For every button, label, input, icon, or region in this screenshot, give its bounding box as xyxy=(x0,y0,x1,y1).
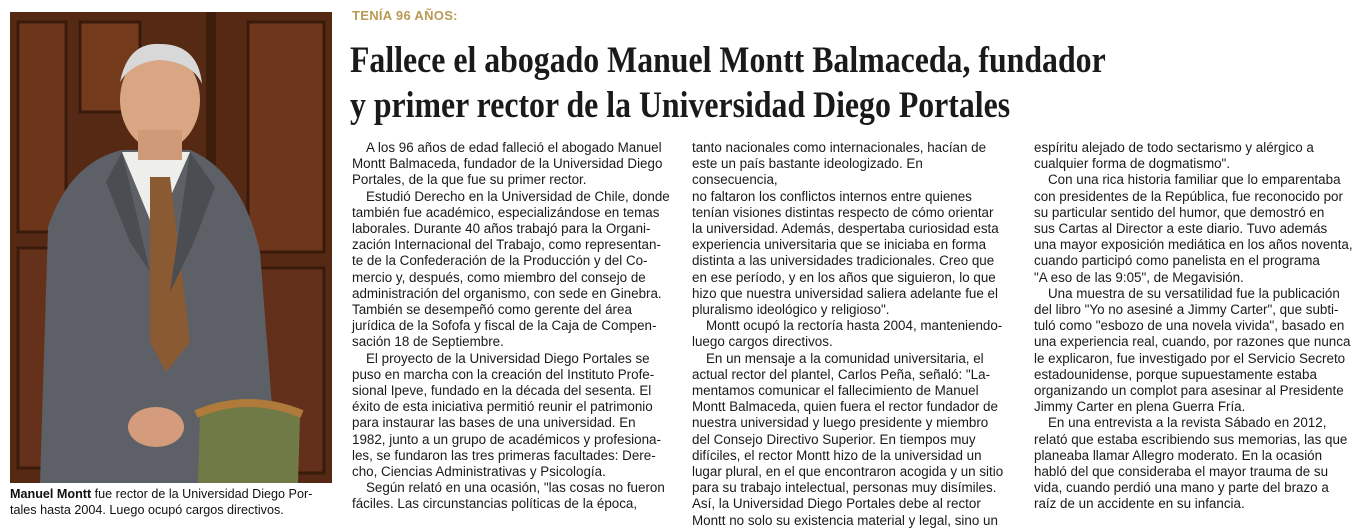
text-line: fáciles. Las circunstancias políticas de la época, xyxy=(352,496,638,512)
text-line: Montt ocupó la rectoría hasta 2004, manteniendo- xyxy=(706,318,1003,334)
text-line: su particular sentido del humor, que demostró en xyxy=(1034,204,1325,220)
text-line: para su trabajo intelectual, personas muy disímiles. xyxy=(692,480,997,496)
text-line: actual rector del plantel, Carlos Peña, señaló: "La- xyxy=(692,366,991,382)
article-paragraph xyxy=(1034,286,1359,416)
article-column-3 xyxy=(1034,140,1359,513)
text-line: mercio y, después, como miembro del consejo de xyxy=(352,269,646,285)
text-line: distinta a las universidades tradicionales. Creo que xyxy=(692,253,995,269)
text-line: les, se fundaron las tres primeras facultades: Dere- xyxy=(352,447,656,463)
text-line: En una entrevista a la revista Sábado en 2012, xyxy=(1048,415,1327,431)
text-line: éxito de esta iniciativa permitió reunir el patrimonio xyxy=(352,399,653,415)
text-line: relató que estaba escribiendo sus memorias, las que xyxy=(1034,431,1348,447)
text-line: difíciles, el rector Montt hizo de la universidad un xyxy=(692,447,982,463)
kicker-label: TENÍA 96 AÑOS: xyxy=(352,8,458,23)
text-line: cho, Ciencias Administrativas y Psicología. xyxy=(352,464,606,480)
article-paragraph xyxy=(692,351,1012,529)
text-line: raíz de un accidente en su infancia. xyxy=(1034,496,1245,512)
text-line: Montt Balmaceda, quien fuera el rector fundador de xyxy=(692,399,998,415)
text-line: del libro "Yo no asesiné a Jimmy Carter", que subti- xyxy=(1034,302,1339,318)
text-line: estadounidense, porque supuestamente estaba xyxy=(1034,366,1317,382)
article-paragraph xyxy=(352,140,672,189)
article-paragraph xyxy=(352,189,672,351)
text-line: "A eso de las 9:05", de Megavisión. xyxy=(1034,269,1244,285)
text-line: vida, cuando perdió una mano y parte del brazo a xyxy=(1034,480,1329,496)
text-line: organizando un complot para asesinar al Presidente xyxy=(1034,383,1344,399)
text-line: nuestra universidad y luego presidente y miembro xyxy=(692,415,989,431)
text-line: Según relató en una ocasión, "las cosas no fueron xyxy=(366,480,665,496)
text-line: administración del organismo, con sede en Ginebra. xyxy=(352,285,662,301)
text-line: cualquier forma de dogmatismo". xyxy=(1034,156,1231,172)
text-line: pluralismo ideológico y religioso". xyxy=(692,302,890,318)
text-line: tenían visiones distintas respecto de cómo orientar xyxy=(692,204,994,220)
text-line: también fue académico, especializándose en temas xyxy=(352,204,660,220)
article-paragraph xyxy=(692,140,1012,318)
headline-line: Fallece el abogado Manuel Montt Balmaceda, fundador xyxy=(350,40,1106,81)
text-line: planeaba llamar Allegro moderato. En la ocasión xyxy=(1034,447,1323,463)
text-line: la universidad. Además, despertaba curiosidad esta xyxy=(692,221,999,237)
text-line: Una muestra de su versatilidad fue la publicación xyxy=(1048,285,1340,301)
text-line: con presidentes de la República, fue reconocido por xyxy=(1034,188,1343,204)
text-line: Portales, de la que fue su primer rector. xyxy=(352,172,587,188)
text-line: También se desempeñó como gerente del área xyxy=(352,302,632,318)
text-line: le explicaron, fue investigado por el Servicio Secreto xyxy=(1034,350,1346,366)
text-line: sación 18 de Septiembre. xyxy=(352,334,504,350)
text-line: experiencia universitaria que se iniciaba en forma xyxy=(692,237,987,253)
text-line: sional Ipeve, fundado en la década del sesenta. El xyxy=(352,383,652,399)
text-line: 1982, junto a un grupo de académicos y profesiona- xyxy=(352,431,661,447)
text-line: puso en marcha con la creación del Instituto Profe- xyxy=(352,366,655,382)
text-line: zación Internacional del Trabajo, como representan- xyxy=(352,237,661,253)
text-line: lugar plural, en el que encontraron acogida y un sitio xyxy=(692,464,1004,480)
article-paragraph xyxy=(352,351,672,481)
text-line: espíritu alejado de todo sectarismo y alérgico a xyxy=(1034,140,1314,155)
text-line: Con una rica historia familiar que lo emparentaba xyxy=(1048,172,1341,188)
text-line: en ese período, y en los años que siguieron, lo que xyxy=(692,269,996,285)
text-line: Montt no solo su existencia material y legal, sino un xyxy=(692,512,998,528)
article-column-1 xyxy=(352,140,672,513)
text-line: no faltaron los conflictos internos entre quienes xyxy=(692,188,972,204)
text-line: mentamos comunicar el fallecimiento de Manuel xyxy=(692,383,979,399)
headline-line: y primer rector de la Universidad Diego Portales xyxy=(350,85,1011,126)
text-line: Así, la Universidad Diego Portales debe al rector xyxy=(692,496,981,512)
portrait-illustration xyxy=(10,12,332,483)
text-line: luego cargos directivos. xyxy=(692,334,833,350)
photo-caption xyxy=(10,486,332,518)
text-line: jurídica de la Sofofa y fiscal de la Caja de Compen- xyxy=(352,318,657,334)
text-line: hizo que nuestra universidad saliera adelante fue el xyxy=(692,285,998,301)
text-line: tanto nacionales como internacionales, hacían de xyxy=(692,140,987,155)
portrait-photo xyxy=(10,12,332,483)
caption-name: Manuel Montt xyxy=(10,487,92,501)
text-line: Estudió Derecho en la Universidad de Chile, donde xyxy=(366,188,670,204)
text-line: para instaurar las bases de una universidad. En xyxy=(352,415,636,431)
caption-text-line: fue rector de la Universidad Diego Por- xyxy=(94,487,313,501)
text-line: Montt Balmaceda, fundador de la Universidad Diego xyxy=(352,156,663,172)
text-line: El proyecto de la Universidad Diego Portales se xyxy=(366,350,650,366)
article-paragraph xyxy=(1034,140,1359,172)
article-headline xyxy=(350,38,1219,128)
text-line: del Consejo Directivo Superior. En tiempos muy xyxy=(692,431,976,447)
article-paragraph xyxy=(1034,172,1359,285)
text-line: cuando participó como panelista en el programa xyxy=(1034,253,1320,269)
text-line: En un mensaje a la comunidad universitaria, el xyxy=(706,350,984,366)
text-line: te de la Confederación de la Producción y del Co- xyxy=(352,253,648,269)
text-line: tuló como "esbozo de una novela vivida", basado en xyxy=(1034,318,1345,334)
text-line: este un país bastante ideologizado. En consecuencia, xyxy=(692,156,923,188)
caption-text-line: tales hasta 2004. Luego ocupó cargos directivos. xyxy=(10,503,284,517)
text-line: A los 96 años de edad falleció el abogado Manuel xyxy=(366,140,662,155)
text-line: Jimmy Carter en plena Guerra Fría. xyxy=(1034,399,1246,415)
text-line: habló del que consideraba el mayor trauma de su xyxy=(1034,464,1329,480)
article-paragraph xyxy=(1034,415,1359,512)
article-paragraph xyxy=(352,480,672,512)
text-line: una experiencia real, cuando, por razones que nunca xyxy=(1034,334,1351,350)
article-column-2 xyxy=(692,140,1012,529)
text-line: una mayor exposición mediática en los años noventa, xyxy=(1034,237,1353,253)
text-line: sus Cartas al Director a este diario. Tuvo además xyxy=(1034,221,1328,237)
article-paragraph xyxy=(692,318,1012,350)
text-line: laborales. Durante 40 años trabajó para la Organi- xyxy=(352,221,651,237)
